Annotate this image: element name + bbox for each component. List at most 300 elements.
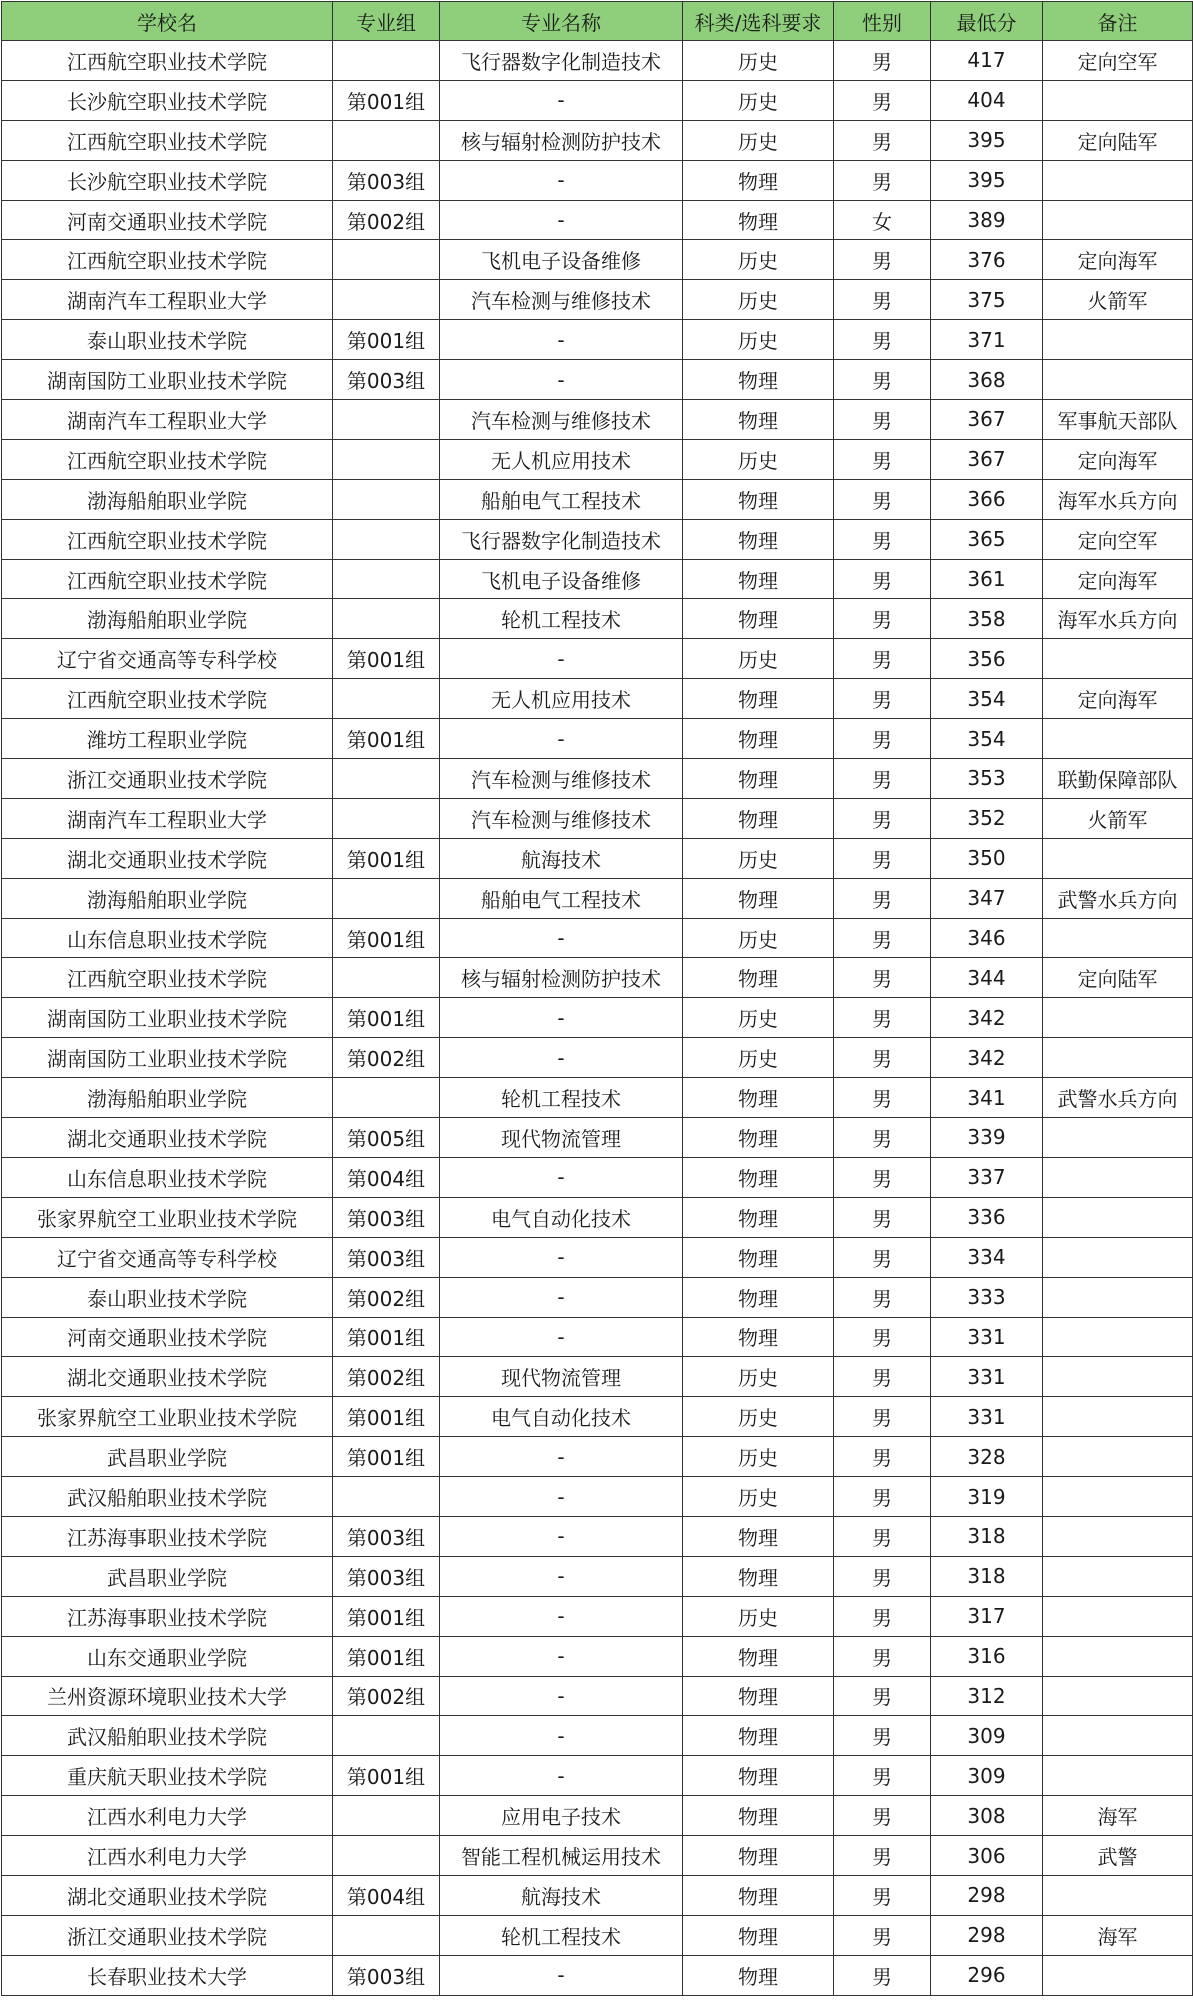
subject-cell: 物理: [683, 1516, 834, 1556]
subject-cell: 历史: [683, 998, 834, 1038]
remarks-cell: [1043, 1157, 1193, 1197]
school-name-cell: 长沙航空职业技术学院: [2, 80, 333, 120]
major-name-cell: -: [440, 1636, 683, 1676]
major-group-cell: [333, 1836, 440, 1876]
school-name-cell: 湖北交通职业技术学院: [2, 1118, 333, 1158]
remarks-cell: [1043, 1636, 1193, 1676]
gender-cell: 男: [834, 1038, 931, 1078]
major-name-cell: 无人机应用技术: [440, 439, 683, 479]
school-name-cell: 兰州资源环境职业技术大学: [2, 1676, 333, 1716]
major-name-cell: -: [440, 719, 683, 759]
school-name-cell: 江西航空职业技术学院: [2, 41, 333, 81]
school-name-cell: 河南交通职业技术学院: [2, 200, 333, 240]
gender-cell: 男: [834, 320, 931, 360]
subject-cell: 历史: [683, 80, 834, 120]
gender-cell: 男: [834, 41, 931, 81]
min-score-cell: 296: [931, 1955, 1043, 1995]
subject-cell: 物理: [683, 1237, 834, 1277]
table-row: [2, 240, 1193, 280]
min-score-cell: 334: [931, 1237, 1043, 1277]
header-gender: 性别: [834, 2, 931, 41]
min-score-cell: 350: [931, 838, 1043, 878]
min-score-cell: 298: [931, 1875, 1043, 1915]
remarks-cell: [1043, 1875, 1193, 1915]
table-row: [2, 320, 1193, 360]
table-row: [2, 1716, 1193, 1756]
min-score-cell: 346: [931, 918, 1043, 958]
school-name-cell: 江西航空职业技术学院: [2, 519, 333, 559]
remarks-cell: [1043, 1955, 1193, 1995]
major-group-cell: [333, 958, 440, 998]
school-name-cell: 长沙航空职业技术学院: [2, 160, 333, 200]
major-group-cell: 第003组: [333, 360, 440, 400]
table-row: [2, 1197, 1193, 1237]
major-name-cell: -: [440, 1437, 683, 1477]
gender-cell: 男: [834, 1516, 931, 1556]
gender-cell: 男: [834, 1955, 931, 1995]
school-name-cell: 辽宁省交通高等专科学校: [2, 1237, 333, 1277]
table-row: [2, 798, 1193, 838]
major-group-cell: [333, 878, 440, 918]
subject-cell: 物理: [683, 1955, 834, 1995]
header-major-group: 专业组: [333, 2, 440, 41]
gender-cell: 男: [834, 759, 931, 799]
gender-cell: 男: [834, 1915, 931, 1955]
gender-cell: 男: [834, 160, 931, 200]
major-group-cell: [333, 1716, 440, 1756]
subject-cell: 物理: [683, 1118, 834, 1158]
subject-cell: 历史: [683, 639, 834, 679]
major-group-cell: 第001组: [333, 1397, 440, 1437]
major-name-cell: -: [440, 1038, 683, 1078]
school-name-cell: 江西航空职业技术学院: [2, 559, 333, 599]
subject-cell: 物理: [683, 1875, 834, 1915]
table-row: [2, 679, 1193, 719]
remarks-cell: [1043, 80, 1193, 120]
subject-cell: 物理: [683, 1756, 834, 1796]
table-row: [2, 120, 1193, 160]
table-row: [2, 958, 1193, 998]
subject-cell: 历史: [683, 280, 834, 320]
major-group-cell: [333, 240, 440, 280]
major-name-cell: 汽车检测与维修技术: [440, 280, 683, 320]
subject-cell: 物理: [683, 1636, 834, 1676]
school-name-cell: 江西水利电力大学: [2, 1836, 333, 1876]
major-name-cell: -: [440, 1516, 683, 1556]
school-name-cell: 长春职业技术大学: [2, 1955, 333, 1995]
remarks-cell: 联勤保障部队: [1043, 759, 1193, 799]
gender-cell: 男: [834, 1317, 931, 1357]
min-score-cell: 404: [931, 80, 1043, 120]
remarks-cell: [1043, 1357, 1193, 1397]
school-name-cell: 江西航空职业技术学院: [2, 240, 333, 280]
remarks-cell: 海军水兵方向: [1043, 479, 1193, 519]
major-name-cell: -: [440, 998, 683, 1038]
table-row: [2, 80, 1193, 120]
major-group-cell: 第002组: [333, 1357, 440, 1397]
header-remarks: 备注: [1043, 2, 1193, 41]
min-score-cell: 347: [931, 878, 1043, 918]
remarks-cell: 海军水兵方向: [1043, 599, 1193, 639]
table-row: [2, 1676, 1193, 1716]
min-score-cell: 331: [931, 1397, 1043, 1437]
major-name-cell: 核与辐射检测防护技术: [440, 958, 683, 998]
min-score-cell: 354: [931, 679, 1043, 719]
subject-cell: 历史: [683, 1437, 834, 1477]
gender-cell: 男: [834, 1756, 931, 1796]
min-score-cell: 367: [931, 439, 1043, 479]
remarks-cell: [1043, 1437, 1193, 1477]
school-name-cell: 武汉船舶职业技术学院: [2, 1716, 333, 1756]
remarks-cell: [1043, 1596, 1193, 1636]
gender-cell: 男: [834, 519, 931, 559]
subject-cell: 物理: [683, 1676, 834, 1716]
major-group-cell: [333, 1078, 440, 1118]
min-score-cell: 312: [931, 1676, 1043, 1716]
min-score-cell: 358: [931, 599, 1043, 639]
subject-cell: 物理: [683, 1716, 834, 1756]
gender-cell: 男: [834, 1157, 931, 1197]
school-name-cell: 渤海船舶职业学院: [2, 878, 333, 918]
major-group-cell: 第001组: [333, 719, 440, 759]
major-name-cell: 智能工程机械运用技术: [440, 1836, 683, 1876]
remarks-cell: [1043, 719, 1193, 759]
subject-cell: 物理: [683, 1157, 834, 1197]
gender-cell: 男: [834, 1716, 931, 1756]
major-group-cell: 第003组: [333, 160, 440, 200]
school-name-cell: 渤海船舶职业学院: [2, 599, 333, 639]
table-row: [2, 1955, 1193, 1995]
major-group-cell: [333, 439, 440, 479]
major-name-cell: -: [440, 639, 683, 679]
remarks-cell: [1043, 639, 1193, 679]
major-name-cell: 飞行器数字化制造技术: [440, 519, 683, 559]
major-name-cell: 无人机应用技术: [440, 679, 683, 719]
school-name-cell: 江苏海事职业技术学院: [2, 1516, 333, 1556]
major-group-cell: 第004组: [333, 1875, 440, 1915]
subject-cell: 历史: [683, 120, 834, 160]
major-group-cell: 第001组: [333, 1636, 440, 1676]
remarks-cell: 定向陆军: [1043, 120, 1193, 160]
school-name-cell: 辽宁省交通高等专科学校: [2, 639, 333, 679]
min-score-cell: 389: [931, 200, 1043, 240]
major-name-cell: 汽车检测与维修技术: [440, 759, 683, 799]
min-score-cell: 361: [931, 559, 1043, 599]
remarks-cell: [1043, 1756, 1193, 1796]
subject-cell: 历史: [683, 1596, 834, 1636]
major-group-cell: 第001组: [333, 998, 440, 1038]
school-name-cell: 重庆航天职业技术学院: [2, 1756, 333, 1796]
subject-cell: 物理: [683, 160, 834, 200]
gender-cell: 男: [834, 599, 931, 639]
remarks-cell: [1043, 1676, 1193, 1716]
gender-cell: 女: [834, 200, 931, 240]
remarks-cell: [1043, 1516, 1193, 1556]
major-group-cell: [333, 559, 440, 599]
school-name-cell: 潍坊工程职业学院: [2, 719, 333, 759]
min-score-cell: 395: [931, 120, 1043, 160]
min-score-cell: 318: [931, 1516, 1043, 1556]
major-group-cell: [333, 679, 440, 719]
major-group-cell: [333, 599, 440, 639]
school-name-cell: 武昌职业学院: [2, 1437, 333, 1477]
min-score-cell: 337: [931, 1157, 1043, 1197]
gender-cell: 男: [834, 559, 931, 599]
min-score-cell: 298: [931, 1915, 1043, 1955]
school-name-cell: 湖北交通职业技术学院: [2, 1875, 333, 1915]
major-group-cell: 第001组: [333, 639, 440, 679]
school-name-cell: 渤海船舶职业学院: [2, 1078, 333, 1118]
min-score-cell: 319: [931, 1477, 1043, 1517]
school-name-cell: 张家界航空工业职业技术学院: [2, 1197, 333, 1237]
remarks-cell: [1043, 1317, 1193, 1357]
min-score-cell: 375: [931, 280, 1043, 320]
subject-cell: 历史: [683, 918, 834, 958]
major-group-cell: [333, 1796, 440, 1836]
table-row: [2, 479, 1193, 519]
gender-cell: 男: [834, 998, 931, 1038]
gender-cell: 男: [834, 400, 931, 440]
school-name-cell: 江西航空职业技术学院: [2, 120, 333, 160]
major-group-cell: [333, 280, 440, 320]
subject-cell: 物理: [683, 1277, 834, 1317]
major-name-cell: 轮机工程技术: [440, 599, 683, 639]
major-group-cell: [333, 1477, 440, 1517]
major-name-cell: 汽车检测与维修技术: [440, 400, 683, 440]
subject-cell: 物理: [683, 1078, 834, 1118]
table-row: [2, 1875, 1193, 1915]
major-group-cell: [333, 479, 440, 519]
table-row: [2, 519, 1193, 559]
table-row: [2, 1317, 1193, 1357]
subject-cell: 物理: [683, 1317, 834, 1357]
table-row: [2, 998, 1193, 1038]
major-name-cell: -: [440, 1756, 683, 1796]
major-name-cell: -: [440, 1277, 683, 1317]
remarks-cell: [1043, 998, 1193, 1038]
remarks-cell: [1043, 838, 1193, 878]
table-row: [2, 639, 1193, 679]
table-row: [2, 719, 1193, 759]
table-row: [2, 1437, 1193, 1477]
school-name-cell: 武昌职业学院: [2, 1556, 333, 1596]
school-name-cell: 江苏海事职业技术学院: [2, 1596, 333, 1636]
table-row: [2, 559, 1193, 599]
min-score-cell: 353: [931, 759, 1043, 799]
gender-cell: 男: [834, 80, 931, 120]
major-name-cell: 船舶电气工程技术: [440, 878, 683, 918]
school-name-cell: 湖南国防工业职业技术学院: [2, 998, 333, 1038]
subject-cell: 物理: [683, 759, 834, 799]
table-row: [2, 1556, 1193, 1596]
table-row: [2, 878, 1193, 918]
major-name-cell: -: [440, 1676, 683, 1716]
min-score-cell: 309: [931, 1756, 1043, 1796]
major-name-cell: 飞行器数字化制造技术: [440, 41, 683, 81]
min-score-cell: 341: [931, 1078, 1043, 1118]
subject-cell: 历史: [683, 439, 834, 479]
major-group-cell: [333, 400, 440, 440]
major-name-cell: -: [440, 1317, 683, 1357]
subject-cell: 历史: [683, 320, 834, 360]
min-score-cell: 309: [931, 1716, 1043, 1756]
remarks-cell: [1043, 1237, 1193, 1277]
table-row: [2, 1477, 1193, 1517]
major-name-cell: -: [440, 1596, 683, 1636]
remarks-cell: 武警水兵方向: [1043, 878, 1193, 918]
major-group-cell: 第004组: [333, 1157, 440, 1197]
remarks-cell: [1043, 1197, 1193, 1237]
major-name-cell: 船舶电气工程技术: [440, 479, 683, 519]
table-row: [2, 1277, 1193, 1317]
school-name-cell: 湖北交通职业技术学院: [2, 1357, 333, 1397]
major-name-cell: 应用电子技术: [440, 1796, 683, 1836]
gender-cell: 男: [834, 240, 931, 280]
table-row: [2, 759, 1193, 799]
gender-cell: 男: [834, 679, 931, 719]
header-major-name: 专业名称: [440, 2, 683, 41]
remarks-cell: 定向海军: [1043, 559, 1193, 599]
remarks-cell: [1043, 1038, 1193, 1078]
min-score-cell: 342: [931, 1038, 1043, 1078]
subject-cell: 物理: [683, 479, 834, 519]
table-row: [2, 1756, 1193, 1796]
major-name-cell: -: [440, 80, 683, 120]
gender-cell: 男: [834, 1875, 931, 1915]
subject-cell: 物理: [683, 1556, 834, 1596]
major-name-cell: -: [440, 1237, 683, 1277]
remarks-cell: [1043, 1556, 1193, 1596]
header-school-name: 学校名: [2, 2, 333, 41]
gender-cell: 男: [834, 1477, 931, 1517]
remarks-cell: 火箭军: [1043, 798, 1193, 838]
remarks-cell: 海军: [1043, 1915, 1193, 1955]
min-score-cell: 371: [931, 320, 1043, 360]
remarks-cell: 定向海军: [1043, 240, 1193, 280]
min-score-cell: 331: [931, 1317, 1043, 1357]
table-row: [2, 1796, 1193, 1836]
school-name-cell: 河南交通职业技术学院: [2, 1317, 333, 1357]
major-group-cell: [333, 120, 440, 160]
school-name-cell: 浙江交通职业技术学院: [2, 1915, 333, 1955]
remarks-cell: [1043, 918, 1193, 958]
min-score-cell: 367: [931, 400, 1043, 440]
school-name-cell: 泰山职业技术学院: [2, 320, 333, 360]
school-name-cell: 渤海船舶职业学院: [2, 479, 333, 519]
subject-cell: 历史: [683, 1397, 834, 1437]
min-score-cell: 339: [931, 1118, 1043, 1158]
remarks-cell: 定向空军: [1043, 519, 1193, 559]
gender-cell: 男: [834, 639, 931, 679]
min-score-cell: 318: [931, 1556, 1043, 1596]
table-row: [2, 1836, 1193, 1876]
subject-cell: 历史: [683, 41, 834, 81]
gender-cell: 男: [834, 878, 931, 918]
gender-cell: 男: [834, 1357, 931, 1397]
remarks-cell: [1043, 1118, 1193, 1158]
major-name-cell: 航海技术: [440, 1875, 683, 1915]
table-row: [2, 838, 1193, 878]
table-row: [2, 1636, 1193, 1676]
gender-cell: 男: [834, 1596, 931, 1636]
major-group-cell: [333, 759, 440, 799]
subject-cell: 物理: [683, 798, 834, 838]
table-row: [2, 280, 1193, 320]
school-name-cell: 湖北交通职业技术学院: [2, 838, 333, 878]
gender-cell: 男: [834, 280, 931, 320]
gender-cell: 男: [834, 958, 931, 998]
major-group-cell: 第001组: [333, 1317, 440, 1357]
min-score-cell: 317: [931, 1596, 1043, 1636]
major-name-cell: 轮机工程技术: [440, 1915, 683, 1955]
gender-cell: 男: [834, 1676, 931, 1716]
table-row: [2, 1596, 1193, 1636]
major-name-cell: -: [440, 360, 683, 400]
gender-cell: 男: [834, 1197, 931, 1237]
gender-cell: 男: [834, 798, 931, 838]
min-score-cell: 308: [931, 1796, 1043, 1836]
major-name-cell: 现代物流管理: [440, 1118, 683, 1158]
subject-cell: 物理: [683, 958, 834, 998]
school-name-cell: 江西航空职业技术学院: [2, 679, 333, 719]
school-name-cell: 武汉船舶职业技术学院: [2, 1477, 333, 1517]
school-name-cell: 江西航空职业技术学院: [2, 439, 333, 479]
admission-score-table: [1, 1, 1193, 1996]
subject-cell: 历史: [683, 1038, 834, 1078]
gender-cell: 男: [834, 1237, 931, 1277]
subject-cell: 历史: [683, 838, 834, 878]
school-name-cell: 江西航空职业技术学院: [2, 958, 333, 998]
header-min-score: 最低分: [931, 2, 1043, 41]
major-group-cell: 第002组: [333, 1277, 440, 1317]
subject-cell: 物理: [683, 1836, 834, 1876]
table-row: [2, 918, 1193, 958]
subject-cell: 物理: [683, 878, 834, 918]
major-group-cell: 第002组: [333, 1676, 440, 1716]
major-name-cell: 汽车检测与维修技术: [440, 798, 683, 838]
major-group-cell: 第001组: [333, 1437, 440, 1477]
remarks-cell: [1043, 360, 1193, 400]
major-name-cell: 飞机电子设备维修: [440, 240, 683, 280]
subject-cell: 物理: [683, 679, 834, 719]
min-score-cell: 333: [931, 1277, 1043, 1317]
major-group-cell: 第003组: [333, 1955, 440, 1995]
remarks-cell: [1043, 320, 1193, 360]
major-name-cell: -: [440, 160, 683, 200]
remarks-cell: 定向海军: [1043, 439, 1193, 479]
major-group-cell: 第001组: [333, 320, 440, 360]
remarks-cell: 军事航天部队: [1043, 400, 1193, 440]
min-score-cell: 376: [931, 240, 1043, 280]
table-row: [2, 599, 1193, 639]
subject-cell: 物理: [683, 1915, 834, 1955]
gender-cell: 男: [834, 1397, 931, 1437]
min-score-cell: 336: [931, 1197, 1043, 1237]
min-score-cell: 316: [931, 1636, 1043, 1676]
header-subject-requirement: 科类/选科要求: [683, 2, 834, 41]
remarks-cell: [1043, 160, 1193, 200]
table-row: [2, 360, 1193, 400]
remarks-cell: 武警水兵方向: [1043, 1078, 1193, 1118]
major-group-cell: 第003组: [333, 1556, 440, 1596]
subject-cell: 物理: [683, 719, 834, 759]
table-row: [2, 400, 1193, 440]
remarks-cell: 定向海军: [1043, 679, 1193, 719]
subject-cell: 物理: [683, 360, 834, 400]
school-name-cell: 泰山职业技术学院: [2, 1277, 333, 1317]
major-name-cell: 核与辐射检测防护技术: [440, 120, 683, 160]
min-score-cell: 368: [931, 360, 1043, 400]
